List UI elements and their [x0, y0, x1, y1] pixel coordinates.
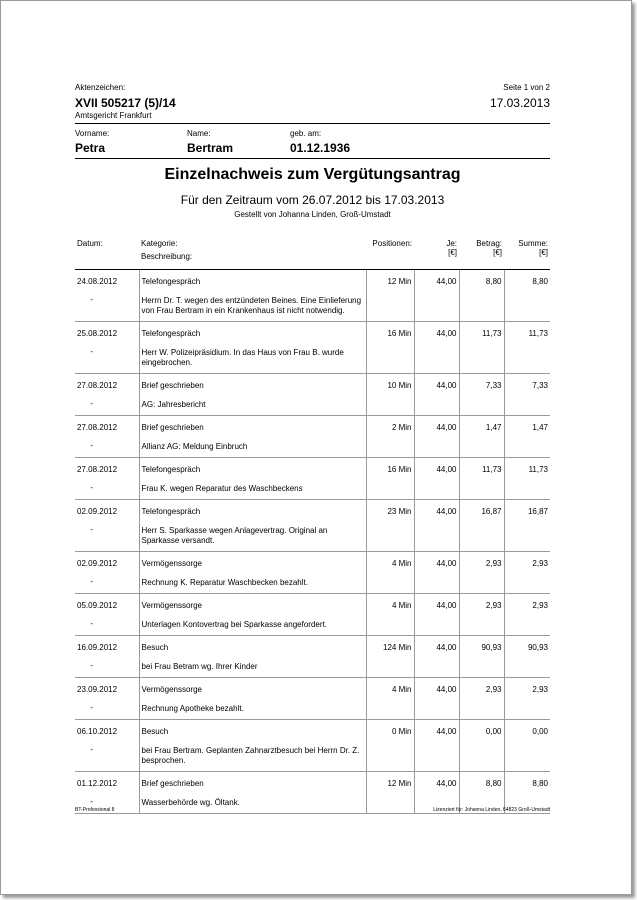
row-date: 06.10.2012: [77, 727, 118, 736]
summe-cell: [504, 416, 550, 458]
row-positions: 2 Min: [391, 423, 412, 432]
row-category: Telefongespräch: [141, 277, 201, 286]
date-cell: [75, 594, 139, 636]
positions-cell: [366, 594, 414, 636]
category-cell: [139, 552, 366, 594]
je-cell: [414, 720, 459, 772]
date-cell: [75, 374, 139, 416]
category-cell: [139, 458, 366, 500]
row-dash: -: [90, 703, 94, 712]
header-summe: [504, 236, 550, 270]
page-info: Seite 1 von 2: [503, 83, 550, 92]
row-summe: 2,93: [532, 601, 548, 610]
je-cell: [414, 416, 459, 458]
table-row: [75, 594, 550, 636]
row-description: Herrn Dr. T. wegen des entzündeten Beines. Eine Einlieferung von Frau Bertram in ein Krankenhaus ist nicht notwendig.: [141, 296, 362, 315]
row-date: 02.09.2012: [77, 559, 118, 568]
geb-label: geb. am:: [290, 129, 322, 138]
header-kategorie: [139, 236, 366, 270]
summe-cell: [504, 552, 550, 594]
header-summe-label: Summe:: [518, 239, 548, 248]
row-dash: -: [90, 441, 94, 450]
row-betrag: 2,93: [485, 601, 502, 610]
betrag-cell: [459, 720, 504, 772]
row-je: 44,00: [436, 601, 457, 610]
positions-cell: [366, 458, 414, 500]
je-cell: [414, 636, 459, 678]
row-description: AG: Jahresbericht: [141, 400, 206, 409]
betrag-cell: [459, 458, 504, 500]
table-row: [75, 636, 550, 678]
header-summe-unit: [€]: [539, 248, 548, 257]
aktenzeichen-label: Aktenzeichen:: [75, 83, 126, 92]
row-category: Vermögenssorge: [141, 685, 202, 694]
row-je: 44,00: [436, 465, 457, 474]
row-description: bei Frau Betram wg. Ihrer Kinder: [141, 662, 258, 671]
betrag-cell: [459, 416, 504, 458]
positions-cell: [366, 772, 414, 814]
summe-cell: [504, 678, 550, 720]
geb-value: 01.12.1936: [290, 141, 351, 155]
row-je: 44,00: [436, 779, 457, 788]
row-je: 44,00: [436, 381, 457, 390]
row-category: Telefongespräch: [141, 465, 201, 474]
header-betrag: [459, 236, 504, 270]
betrag-cell: [459, 500, 504, 552]
row-positions: 4 Min: [391, 559, 412, 568]
category-cell: [139, 374, 366, 416]
positions-cell: [366, 374, 414, 416]
row-betrag: 2,93: [485, 559, 502, 568]
row-positions: 0 Min: [391, 727, 412, 736]
row-positions: 10 Min: [387, 381, 412, 390]
footer-right: Lizenziert für: Johanna Linden, 64823 Groß-Umstadt: [433, 807, 550, 813]
category-cell: [139, 416, 366, 458]
summe-cell: [504, 322, 550, 374]
je-cell: [414, 500, 459, 552]
row-betrag: 11,73: [482, 329, 502, 338]
footer-left: BT-Professional 8: [75, 807, 115, 813]
row-summe: 7,33: [532, 381, 548, 390]
row-dash: -: [90, 347, 94, 356]
row-description: Wasserbehörde wg. Öltank.: [141, 798, 240, 807]
category-cell: [139, 678, 366, 720]
header-datum: Datum:: [75, 236, 139, 270]
row-positions: 23 Min: [387, 507, 412, 516]
row-positions: 16 Min: [387, 329, 412, 338]
vorname-value: Petra: [75, 141, 106, 155]
row-description: bei Frau Bertram. Geplanten Zahnarztbesuch bei Herrn Dr. Z. besprochen.: [141, 746, 360, 765]
name-label: Name:: [187, 129, 211, 138]
row-dash: -: [90, 661, 94, 670]
name-value: Bertram: [187, 141, 234, 155]
row-category: Brief geschrieben: [141, 381, 204, 390]
positions-cell: [366, 270, 414, 322]
row-summe: 16,87: [527, 507, 548, 516]
positions-cell: [366, 552, 414, 594]
row-summe: 11,73: [528, 465, 548, 474]
summe-cell: [504, 636, 550, 678]
betrag-cell: [459, 374, 504, 416]
case-number: XVII 505217 (5)/14: [75, 96, 176, 110]
row-description: Allianz AG: Meldung Einbruch: [141, 442, 248, 451]
betrag-cell: [459, 322, 504, 374]
summe-cell: [504, 500, 550, 552]
row-positions: 4 Min: [391, 685, 412, 694]
row-date: 02.09.2012: [77, 507, 118, 516]
betrag-cell: [459, 552, 504, 594]
positions-cell: [366, 720, 414, 772]
table-row: [75, 374, 550, 416]
row-betrag: 7,33: [485, 381, 502, 390]
je-cell: [414, 458, 459, 500]
row-betrag: 16,87: [481, 507, 502, 516]
date-cell: [75, 500, 139, 552]
row-betrag: 2,93: [485, 685, 502, 694]
row-je: 44,00: [436, 559, 457, 568]
je-cell: [414, 322, 459, 374]
positions-cell: [366, 416, 414, 458]
row-category: Besuch: [141, 643, 169, 652]
row-date: 01.12.2012: [77, 779, 118, 788]
court-name: Amtsgericht Frankfurt: [75, 111, 152, 120]
row-betrag: 1,47: [485, 423, 502, 432]
row-summe: 8,80: [532, 779, 548, 788]
date-cell: [75, 416, 139, 458]
summe-cell: [504, 594, 550, 636]
document-title: Einzelnachweis zum Vergütungsantrag: [164, 166, 461, 183]
vorname-label: Vorname:: [75, 129, 110, 138]
summe-cell: [504, 720, 550, 772]
row-date: 16.09.2012: [77, 643, 118, 652]
row-betrag: 0,00: [485, 727, 502, 736]
row-date: 05.09.2012: [77, 601, 118, 610]
row-category: Telefongespräch: [141, 329, 201, 338]
category-cell: [139, 500, 366, 552]
table-row: [75, 720, 550, 772]
summe-cell: [504, 374, 550, 416]
date-cell: [75, 322, 139, 374]
table-row: [75, 458, 550, 500]
row-betrag: 8,80: [485, 779, 502, 788]
row-dash: -: [90, 399, 94, 408]
betrag-cell: [459, 678, 504, 720]
row-betrag: 11,73: [482, 465, 502, 474]
betrag-cell: [459, 594, 504, 636]
table-row: [75, 416, 550, 458]
date-cell: [75, 458, 139, 500]
row-description: Rechnung K. Reparatur Waschbecken bezahlt.: [141, 578, 308, 587]
created-by: Gestellt von Johanna Linden, Groß-Umstadt: [234, 210, 391, 219]
document-date: 17.03.2013: [489, 96, 550, 110]
row-positions: 16 Min: [387, 465, 412, 474]
header-kategorie-label: Kategorie:: [141, 239, 178, 248]
date-cell: [75, 270, 139, 322]
row-summe: 1,47: [532, 423, 548, 432]
category-cell: [139, 772, 366, 814]
row-date: 23.09.2012: [77, 685, 118, 694]
header-positionen: Positionen:: [366, 236, 414, 270]
row-summe: 8,80: [532, 277, 548, 286]
table-row: [75, 678, 550, 720]
row-je: 44,00: [436, 329, 457, 338]
row-date: 25.08.2012: [77, 329, 118, 338]
items-table: [75, 236, 550, 814]
row-summe: 11,73: [528, 329, 548, 338]
summe-cell: [504, 270, 550, 322]
category-cell: [139, 322, 366, 374]
row-summe: 0,00: [532, 727, 548, 736]
row-dash: -: [90, 577, 94, 586]
row-description: Frau K. wegen Reparatur des Waschbeckens: [141, 484, 303, 493]
row-dash: -: [90, 745, 94, 754]
row-date: 27.08.2012: [77, 423, 118, 432]
row-betrag: 90,93: [481, 643, 502, 652]
table-row: [75, 500, 550, 552]
row-dash: -: [90, 295, 94, 304]
row-je: 44,00: [436, 727, 457, 736]
row-description: Herr S. Sparkasse wegen Anlagevertrag. Original an Sparkasse versandt.: [141, 526, 328, 545]
header-betrag-unit: [€]: [493, 248, 502, 257]
category-cell: [139, 270, 366, 322]
row-dash: -: [90, 619, 94, 628]
table-row: [75, 552, 550, 594]
period-subtitle: Für den Zeitraum vom 26.07.2012 bis 17.03.2013: [180, 193, 445, 207]
header-je-unit: [€]: [448, 248, 457, 257]
header-je-label: Je:: [446, 239, 457, 248]
je-cell: [414, 374, 459, 416]
row-category: Brief geschrieben: [141, 779, 204, 788]
date-cell: [75, 636, 139, 678]
row-description: Rechnung Apotheke bezahlt.: [141, 704, 244, 713]
category-cell: [139, 636, 366, 678]
row-positions: 12 Min: [387, 779, 412, 788]
row-betrag: 8,80: [485, 277, 502, 286]
row-category: Vermögenssorge: [141, 601, 202, 610]
date-cell: [75, 552, 139, 594]
row-category: Besuch: [141, 727, 169, 736]
row-summe: 2,93: [532, 685, 548, 694]
row-category: Telefongespräch: [141, 507, 201, 516]
je-cell: [414, 552, 459, 594]
betrag-cell: [459, 636, 504, 678]
header-je: [414, 236, 459, 270]
row-category: Brief geschrieben: [141, 423, 204, 432]
positions-cell: [366, 636, 414, 678]
row-date: 27.08.2012: [77, 381, 118, 390]
row-je: 44,00: [436, 685, 457, 694]
table-row: [75, 270, 550, 322]
betrag-cell: [459, 270, 504, 322]
row-positions: 4 Min: [391, 601, 412, 610]
category-cell: [139, 720, 366, 772]
table-row: [75, 322, 550, 374]
header-rule-1: [75, 123, 550, 124]
je-cell: [414, 270, 459, 322]
row-dash: -: [90, 797, 94, 806]
table-header-row: [75, 236, 550, 270]
row-summe: 2,93: [532, 559, 548, 568]
header-betrag-label: Betrag:: [476, 239, 502, 248]
row-je: 44,00: [436, 643, 457, 652]
row-dash: -: [90, 525, 94, 534]
row-description: Herr W. Polizeipräsidium. In das Haus von Frau B. wurde eingebrochen.: [141, 348, 344, 367]
row-date: 27.08.2012: [77, 465, 118, 474]
row-date: 24.08.2012: [77, 277, 118, 286]
row-je: 44,00: [436, 277, 457, 286]
row-positions: 124 Min: [383, 643, 412, 652]
row-positions: 12 Min: [387, 277, 412, 286]
summe-cell: [504, 458, 550, 500]
row-je: 44,00: [436, 423, 457, 432]
je-cell: [414, 678, 459, 720]
row-description: Unterlagen Kontovertrag bei Sparkasse angefordert.: [141, 620, 327, 629]
positions-cell: [366, 322, 414, 374]
header-rule-2: [75, 158, 550, 159]
header-beschreibung-label: Beschreibung:: [141, 252, 193, 261]
row-je: 44,00: [436, 507, 457, 516]
category-cell: [139, 594, 366, 636]
positions-cell: [366, 500, 414, 552]
row-dash: -: [90, 483, 94, 492]
date-cell: [75, 678, 139, 720]
date-cell: [75, 720, 139, 772]
row-summe: 90,93: [527, 643, 548, 652]
row-category: Vermögenssorge: [141, 559, 202, 568]
je-cell: [414, 594, 459, 636]
positions-cell: [366, 678, 414, 720]
